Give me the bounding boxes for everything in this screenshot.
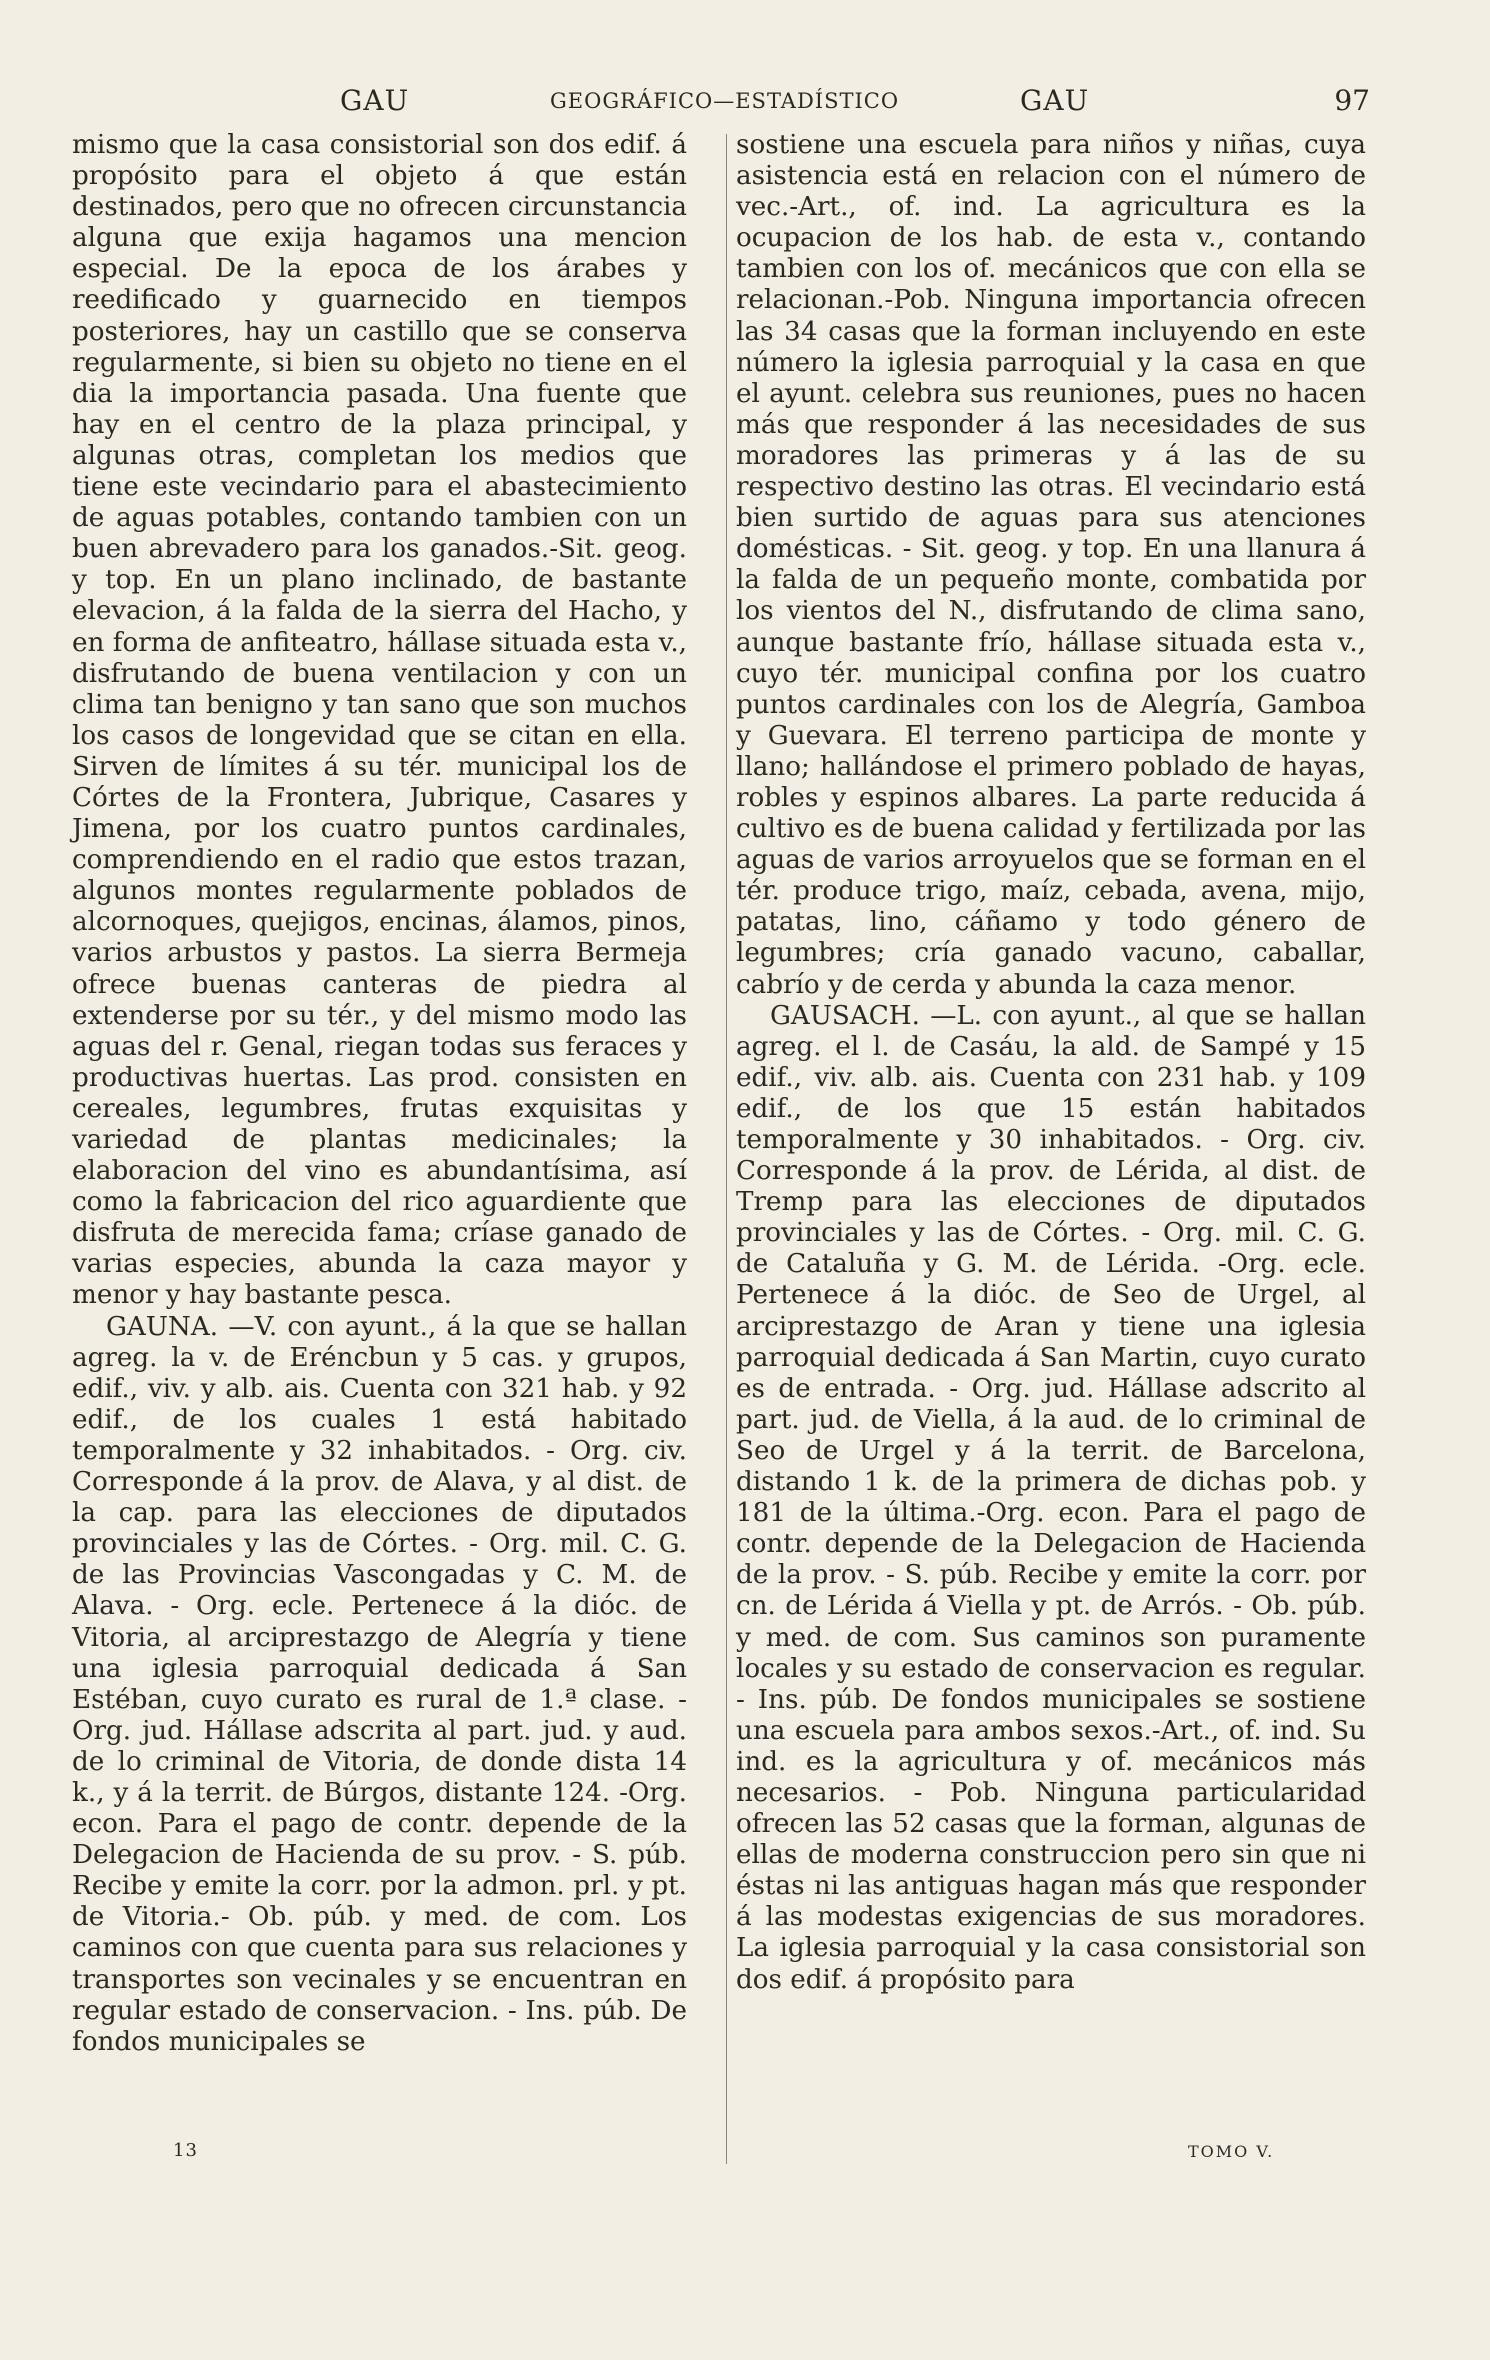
volume-label: TOMO V. xyxy=(1188,2142,1275,2161)
header-right-word: GAU xyxy=(1020,84,1090,117)
column-divider xyxy=(726,134,727,2164)
right-column xyxy=(736,130,1366,1996)
entry-gausach: GAUSACH. —L. con ayunt., al que se hallan agreg. el l. de Casáu, la ald. de Sampé y 15 edif., viv. alb. ais. Cuenta con 231 hab. y 109 edif., de los que 15 están habitados temporalmente y 30 inhabitados. - Org. civ. Corresponde á la prov. de Lérida, al dist. de Tremp para las elecciones de diputados provinciales y las de Córtes. - Org. mil. C. G. de Cataluña y G. M. de Lérida. -Org. ecle. Pertenece á la dióc. de Seo de Urgel, al arciprestazgo de Aran y tiene una iglesia parroquial dedicada á San Martin, cuyo curato es de entrada. - Org. jud. Hállase adscrito al part. jud. de Viella, á la aud. de lo criminal de Seo de Urgel y á la territ. de Barcelona, distando 1 k. de la primera de dichas pob. y 181 de la última.-Org. econ. Para el pago de contr. depende de la Delegacion de Hacienda de la prov. - S. púb. Recibe y emite la corr. por cn. de Lérida á Viella y pt. de Arrós. - Ob. púb. y med. de com. Sus caminos son puramente locales y su estado de conservacion es regular. - Ins. púb. De fondos municipales se sostiene una escuela para ambos sexos.-Art., of. ind. Su ind. es la agricultura y of. mecánicos más necesarios. - Pob. Ninguna particularidad ofrecen las 52 casas que la forman, algunas de ellas de moderna construccion pero sin que ni éstas ni las antiguas hagan más que responder á las modestas exigencias de sus moradores. La iglesia parroquial y la casa consistorial son dos edif. á propósito para xyxy=(736,1000,1366,1995)
left-column xyxy=(72,130,687,2058)
entry-gauna: GAUNA. —V. con ayunt., á la que se hallan agreg. la v. de Eréncbun y 5 cas. y grupos, edif., viv. y alb. ais. Cuenta con 321 hab. y 92 edif., de los cuales 1 está habitado temporalmente y 32 inhabitados. - Org. civ. Corresponde á la prov. de Alava, y al dist. de la cap. para las elecciones de diputados provinciales y las de Córtes. - Org. mil. C. G. de las Provincias Vascongadas y C. M. de Alava. - Org. ecle. Pertenece á la dióc. de Vitoria, al arciprestazgo de Alegría y tiene una iglesia parroquial dedicada á San Estéban, cuyo curato es rural de 1.ª clase. -Org. jud. Hállase adscrita al part. jud. y aud. de lo criminal de Vitoria, de donde dista 14 k., y á la territ. de Búrgos, distante 124. -Org. econ. Para el pago de contr. depende de la Delegacion de Hacienda de su prov. - S. púb. Recibe y emite la corr. por la admon. prl. y pt. de Vitoria.- Ob. púb. y med. de com. Los caminos con que cuenta para sus relaciones y transportes son vecinales y se encuentran en regular estado de conservacion. - Ins. púb. De fondos municipales se xyxy=(72,1311,687,2057)
header-center-title: GEOGRÁFICO—ESTADÍSTICO xyxy=(550,89,900,113)
right-paragraph-continuation: sostiene una escuela para niños y niñas, cuya asistencia está en relacion con el número de vec.-Art., of. ind. La agricultura es la ocupacion de los hab. de esta v., contando tambien con los of. mecánicos que con ella se relacionan.-Pob. Ninguna importancia ofrecen las 34 casas que la forman incluyendo en este número la iglesia parroquial y la casa en que el ayunt. celebra sus reuniones, pues no hacen más que responder á las necesidades de sus moradores las primeras y á las de su respectivo destino las otras. El vecindario está bien surtido de aguas para sus atenciones domésticas. - Sit. geog. y top. En una llanura á la falda de un pequeño monte, combatida por los vientos del N., disfrutando de clima sano, aunque bastante frío, hállase situada esta v., cuyo tér. municipal confina por los cuatro puntos cardinales con los de Alegría, Gamboa y Guevara. El terreno participa de monte y llano; hallándose el primero poblado de hayas, robles y espinos albares. La parte reducida á cultivo es de buena calidad y fertilizada por las aguas de varios arroyuelos que se forman en el tér. produce trigo, maíz, cebada, avena, mijo, patatas, lino, cáñamo y todo género de legumbres; cría ganado vacuno, caballar, cabrío y de cerda y abunda la caza menor. xyxy=(736,130,1366,1000)
printer-signature: 13 xyxy=(173,2140,198,2161)
header-left-word: GAU xyxy=(340,84,410,117)
running-header xyxy=(70,84,1370,124)
left-paragraph-continuation: mismo que la casa consistorial son dos edif. á propósito para el objeto á que están destinados, pero que no ofrecen circunstancia alguna que exija hagamos una mencion especial. De la epoca de los árabes y reedificado y guarnecido en tiempos posteriores, hay un castillo que se conserva regularmente, si bien su objeto no tiene en el dia la importancia pasada. Una fuente que hay en el centro de la plaza principal, y algunas otras, completan los medios que tiene este vecindario para el abastecimiento de aguas potables, contando tambien con un buen abrevadero para los ganados.-Sit. geog. y top. En un plano inclinado, de bastante elevacion, á la falda de la sierra del Hacho, y en forma de anfiteatro, hállase situada esta v., disfrutando de buena ventilacion y con un clima tan benigno y tan sano que son muchos los casos de longevidad que se citan en ella. Sirven de límites á su tér. municipal los de Córtes de la Frontera, Jubrique, Casares y Jimena, por los cuatro puntos cardinales, comprendiendo en el radio que estos trazan, algunos montes regularmente poblados de alcornoques, quejigos, encinas, álamos, pinos, varios arbustos y pastos. La sierra Bermeja ofrece buenas canteras de piedra al extenderse por su tér., y del mismo modo las aguas del r. Genal, riegan todas sus feraces y productivas huertas. Las prod. consisten en cereales, legumbres, frutas exquisitas y variedad de plantas medicinales; la elaboracion del vino es abundantísima, así como la fabricacion del rico aguardiente que disfruta de merecida fama; críase ganado de varias especies, abunda la caza mayor y menor y hay bastante pesca. xyxy=(72,130,687,1311)
page-number: 97 xyxy=(1334,84,1370,117)
